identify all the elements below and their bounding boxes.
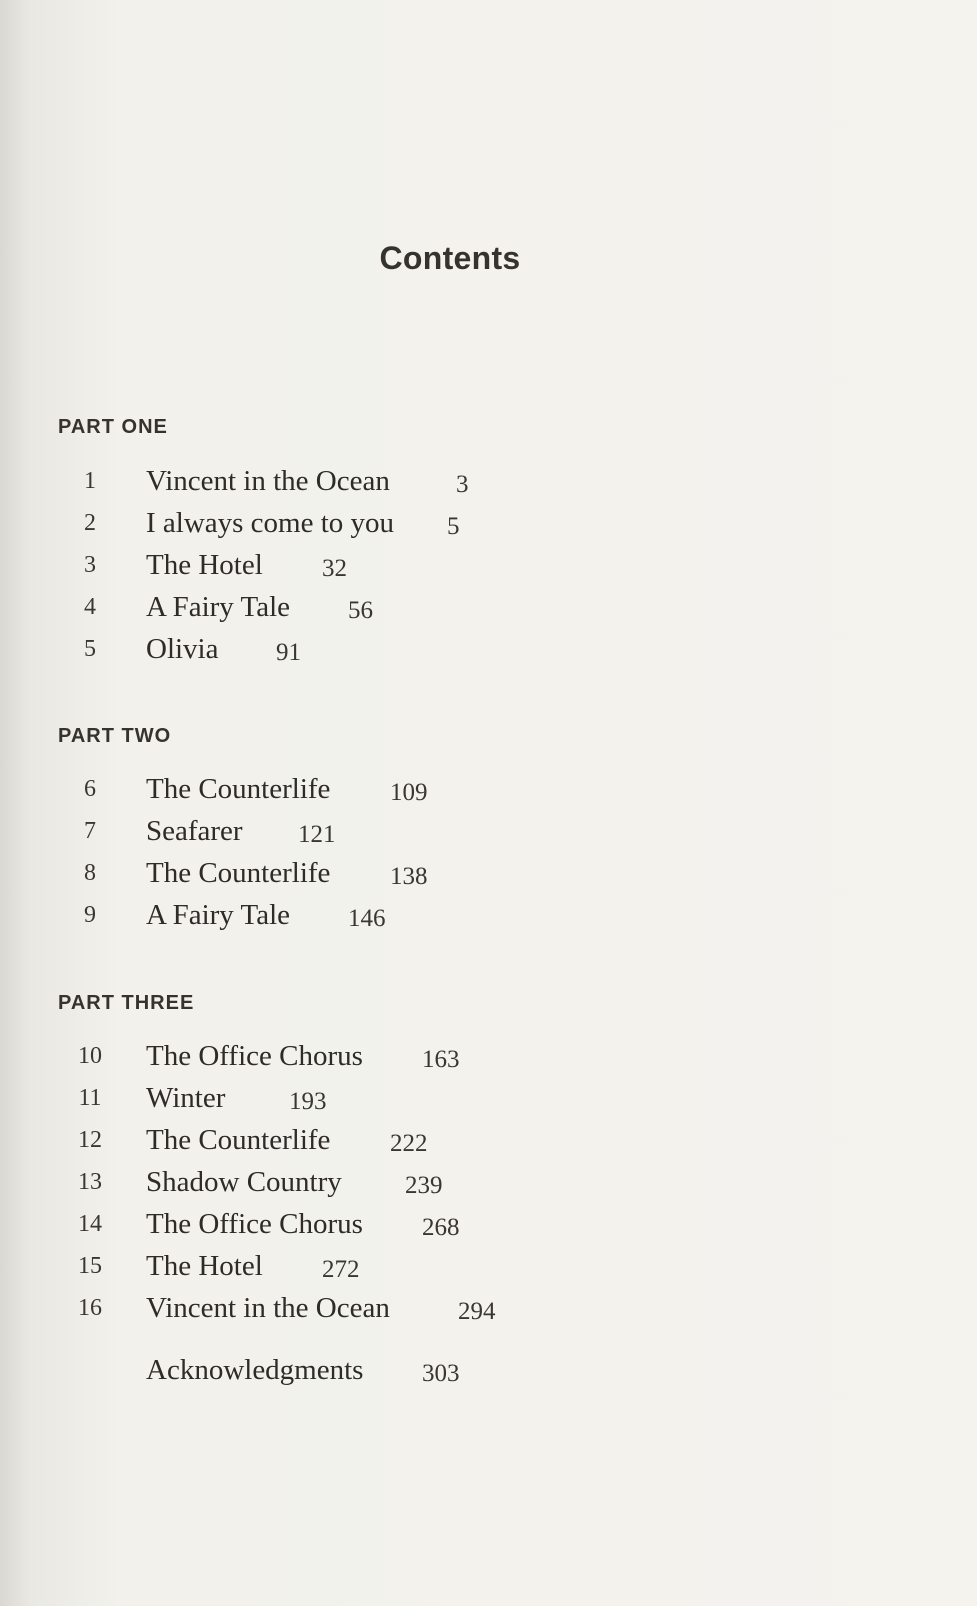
chapter-number: 2 — [84, 510, 96, 536]
chapter-title: The Office Chorus — [146, 1208, 363, 1240]
chapter-title: Winter — [146, 1082, 226, 1114]
chapter-number: 16 — [78, 1295, 102, 1321]
page-number: 5 — [447, 513, 460, 540]
chapter-title: The Counterlife — [146, 857, 331, 889]
chapter-title: A Fairy Tale — [146, 591, 291, 623]
page-number: 109 — [390, 779, 428, 806]
page-number: 91 — [276, 639, 301, 666]
page-number: 163 — [422, 1046, 460, 1073]
page-number: 268 — [422, 1214, 460, 1241]
chapter-title: Vincent in the Ocean — [146, 465, 390, 497]
chapter-title: The Counterlife — [146, 773, 331, 805]
page-number: 3 — [456, 471, 469, 498]
chapter-number: 11 — [78, 1085, 102, 1111]
page-number: 56 — [348, 597, 373, 624]
page-number: 32 — [322, 555, 347, 582]
chapter-title: Seafarer — [146, 815, 243, 847]
page-number: 193 — [289, 1088, 327, 1115]
chapter-number: 14 — [78, 1211, 102, 1237]
chapter-number: 1 — [84, 468, 96, 494]
part-three-heading: PART THREE — [58, 992, 195, 1014]
chapter-number: 9 — [84, 902, 96, 928]
chapter-title: Olivia — [146, 633, 219, 665]
page-title: Contents — [379, 240, 521, 276]
page-number: 138 — [390, 863, 428, 890]
chapter-title: The Counterlife — [146, 1124, 331, 1156]
page-number: 239 — [405, 1172, 443, 1199]
page-number: 222 — [390, 1130, 428, 1157]
chapter-number: 3 — [84, 552, 96, 578]
part-one-heading: PART ONE — [58, 416, 168, 438]
chapter-number: 10 — [78, 1043, 102, 1069]
chapter-number: 6 — [84, 776, 96, 802]
page-number: 303 — [422, 1360, 460, 1387]
page-number: 121 — [298, 821, 336, 848]
page-number: 272 — [322, 1256, 360, 1283]
chapter-title: I always come to you — [146, 507, 395, 539]
chapter-title: Shadow Country — [146, 1166, 342, 1198]
page-number: 146 — [348, 905, 386, 932]
chapter-number: 4 — [84, 594, 96, 620]
chapter-title: The Hotel — [146, 549, 263, 581]
page-number: 294 — [458, 1298, 496, 1325]
chapter-number: 5 — [84, 636, 96, 662]
part-two-heading: PART TWO — [58, 725, 172, 747]
chapter-number: 13 — [78, 1169, 102, 1195]
chapter-number: 7 — [84, 818, 96, 844]
acknowledgments-title: Acknowledgments — [146, 1354, 364, 1386]
chapter-title: Vincent in the Ocean — [146, 1292, 390, 1324]
chapter-number: 12 — [78, 1127, 102, 1153]
chapter-title: A Fairy Tale — [146, 899, 291, 931]
chapter-title: The Hotel — [146, 1250, 263, 1282]
chapter-title: The Office Chorus — [146, 1040, 363, 1072]
chapter-number: 15 — [78, 1253, 102, 1279]
chapter-number: 8 — [84, 860, 96, 886]
